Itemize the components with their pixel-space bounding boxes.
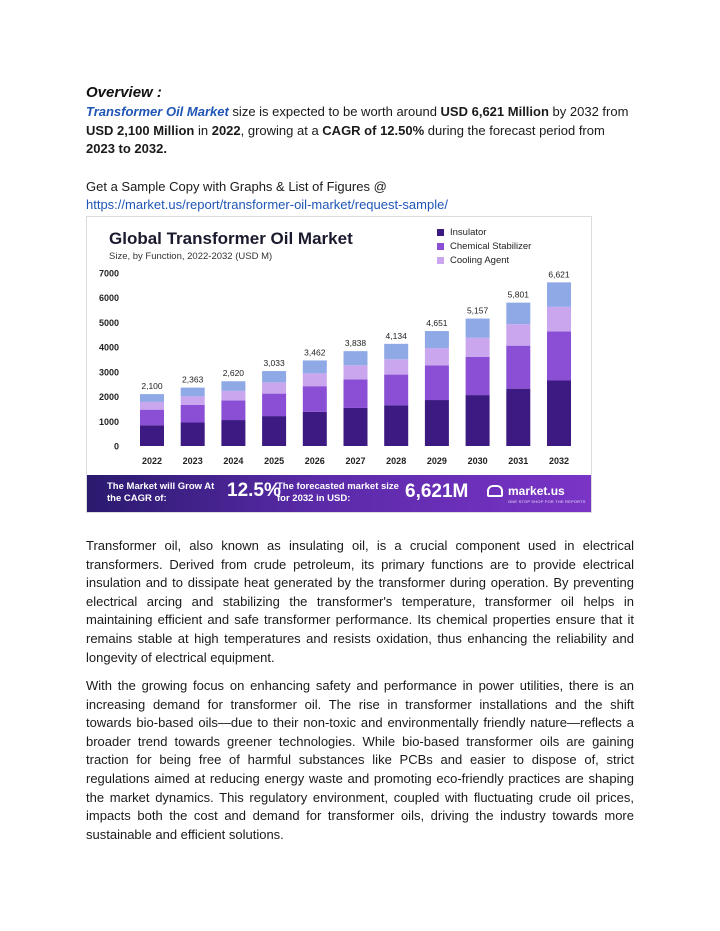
bar-segment	[506, 303, 530, 325]
brand-logo	[487, 484, 565, 498]
sample-label: Get a Sample Copy with Graphs & List of Figures @	[86, 178, 387, 194]
legend-label: Insulator	[450, 226, 487, 238]
body-paragraph-1: Transformer oil, also known as insulating oil, is a crucial component used in electrical transformers. Derived from crude petroleum, its primary functions are to provide electrical insulation and to dissipate heat generated by the transformer during operation. By preventing electrical arcing and stabilizing the transformer's temperature, transformer oil helps in maintaining efficient and safe transformer performance. Its chemical properties ensure that it remains stable at high temperatures and resists oxidation, thus enhancing the reliability and longevity of electrical equipment.	[86, 538, 634, 665]
forecast-value: USD 6,621 Million	[440, 104, 549, 119]
bar-segment	[262, 416, 286, 446]
y-tick-label: 6000	[98, 293, 119, 304]
bar-segment	[506, 324, 530, 346]
market-chart-figure	[86, 216, 592, 513]
data-label: 2,363	[182, 374, 204, 385]
base-value: USD 2,100 Million	[86, 122, 195, 138]
bar-segment	[506, 389, 530, 446]
data-label: 4,651	[426, 318, 448, 329]
bar-segment	[466, 395, 490, 446]
bar-segment	[221, 381, 245, 391]
x-tick-label: 2032	[548, 456, 570, 466]
banner-forecast-value: 6,621M	[405, 481, 469, 502]
bar-segment	[425, 400, 449, 446]
brand-tagline: ONE STOP SHOP FOR THE REPORTS	[508, 499, 586, 504]
data-label: 4,134	[385, 330, 407, 341]
y-tick-label: 2000	[98, 392, 119, 403]
bar-segment	[547, 331, 571, 380]
overview-heading: Overview :	[86, 84, 162, 101]
legend-label: Cooling Agent	[450, 254, 510, 266]
brand-name: market.us	[508, 484, 565, 498]
bar-segment	[425, 331, 449, 348]
chart-title: Global Transformer Oil Market	[109, 229, 353, 248]
data-label: 2,620	[222, 368, 245, 379]
forecast-period: 2023 to 2032.	[86, 141, 167, 157]
data-label: 3,838	[344, 338, 367, 349]
data-label: 3,462	[304, 347, 326, 358]
banner-cagr-label: The Market will Grow At the CAGR of:	[107, 481, 215, 504]
bar-segment	[547, 282, 571, 306]
bar-segment	[303, 360, 327, 373]
overview-text: in	[194, 122, 212, 138]
market-link[interactable]: Transformer Oil Market	[86, 104, 229, 119]
overview-paragraph	[86, 103, 636, 159]
bar-segment	[303, 386, 327, 412]
bar-segment	[506, 346, 530, 389]
x-tick-label: 2031	[508, 456, 529, 466]
data-label: 6,621	[548, 269, 570, 280]
data-label: 5,157	[466, 305, 489, 316]
y-tick-label: 4000	[98, 342, 119, 353]
base-year: 2022	[211, 122, 241, 138]
bar-segment	[466, 338, 490, 357]
body-paragraph-2: With the growing focus on enhancing safety and performance in power utilities, there is an increasing demand for transformer oil. The rise in transformer installations and the shift towards bio-based oils—due to their non-toxic and environmentally friendly nature—reflects a broader trend towards greener technologies. While bio-based transformer oils are gaining traction for being free of harmful substances like PCBs and easier to dispose of, strict regulations aimed at reducing energy waste and promoting eco-friendly practices are shaping the market dynamics. This regulatory environment, coupled with fluctuating crude oil prices, impacts both the cost and demand for transformer oils, driving the industry towards more sustainable and efficient solutions.	[86, 678, 634, 842]
stacked-bar-chart	[87, 217, 591, 475]
bar-segment	[140, 425, 164, 446]
overview-text: size is expected to be worth around	[228, 104, 441, 119]
bar-segment	[221, 420, 245, 446]
bar-segment	[344, 351, 368, 365]
bar-segment	[262, 394, 286, 416]
bar-segment	[466, 319, 490, 338]
overview-section	[86, 84, 636, 214]
bar-segment	[344, 408, 368, 446]
bar-segment	[384, 375, 408, 406]
overview-text: , growing at a	[240, 122, 323, 138]
bar-segment	[547, 381, 571, 446]
banner-cagr-value: 12.5%	[227, 480, 281, 501]
y-tick-label: 7000	[98, 268, 119, 279]
sample-link[interactable]: https://market.us/report/transformer-oil-market/request-sample/	[86, 196, 448, 212]
bar-segment	[181, 396, 205, 405]
bar-segment	[221, 401, 245, 421]
bar-segment	[303, 373, 327, 386]
bar-segment	[181, 388, 205, 397]
bar-segment	[140, 410, 164, 426]
overview-text: during the forecast period from	[424, 122, 605, 138]
bar-segment	[384, 359, 408, 374]
bar-segment	[181, 405, 205, 423]
y-tick-label: 3000	[98, 367, 119, 378]
bar-segment	[384, 405, 408, 446]
bar-segment	[344, 380, 368, 408]
bar-segment	[262, 382, 286, 393]
bar-segment	[344, 365, 368, 379]
y-tick-label: 0	[113, 441, 119, 452]
x-tick-label: 2030	[467, 456, 488, 466]
y-tick-label: 1000	[98, 416, 119, 427]
bar-segment	[262, 371, 286, 382]
summary-banner	[87, 475, 591, 513]
bar-segment	[221, 391, 245, 401]
y-tick-label: 5000	[98, 317, 119, 328]
x-tick-label: 2028	[386, 456, 407, 466]
bar-segment	[181, 423, 205, 446]
data-label: 2,100	[141, 381, 163, 392]
bar-segment	[384, 344, 408, 359]
legend-label: Chemical Stabilizer	[450, 240, 532, 252]
x-tick-label: 2025	[264, 456, 285, 466]
x-tick-label: 2023	[182, 456, 203, 466]
bar-segment	[425, 365, 449, 400]
x-tick-label: 2024	[223, 456, 244, 466]
overview-text: by 2032 from	[548, 104, 629, 119]
x-tick-label: 2026	[304, 456, 325, 466]
bar-segment	[425, 348, 449, 365]
brand-mark-icon	[487, 485, 503, 497]
data-label: 5,801	[507, 289, 529, 300]
bar-segment	[140, 394, 164, 402]
chart-subtitle: Size, by Function, 2022-2032 (USD M)	[109, 251, 273, 262]
bar-segment	[140, 402, 164, 410]
bar-segment	[466, 357, 490, 395]
bar-segment	[303, 412, 327, 446]
data-label: 3,033	[263, 358, 285, 369]
x-tick-label: 2027	[345, 456, 366, 466]
x-tick-label: 2029	[426, 456, 447, 466]
cagr-value: CAGR of 12.50%	[322, 122, 425, 138]
banner-forecast-label: The forecasted market size for 2032 in USD:	[277, 481, 399, 504]
bar-segment	[547, 307, 571, 331]
x-tick-label: 2022	[141, 456, 163, 466]
